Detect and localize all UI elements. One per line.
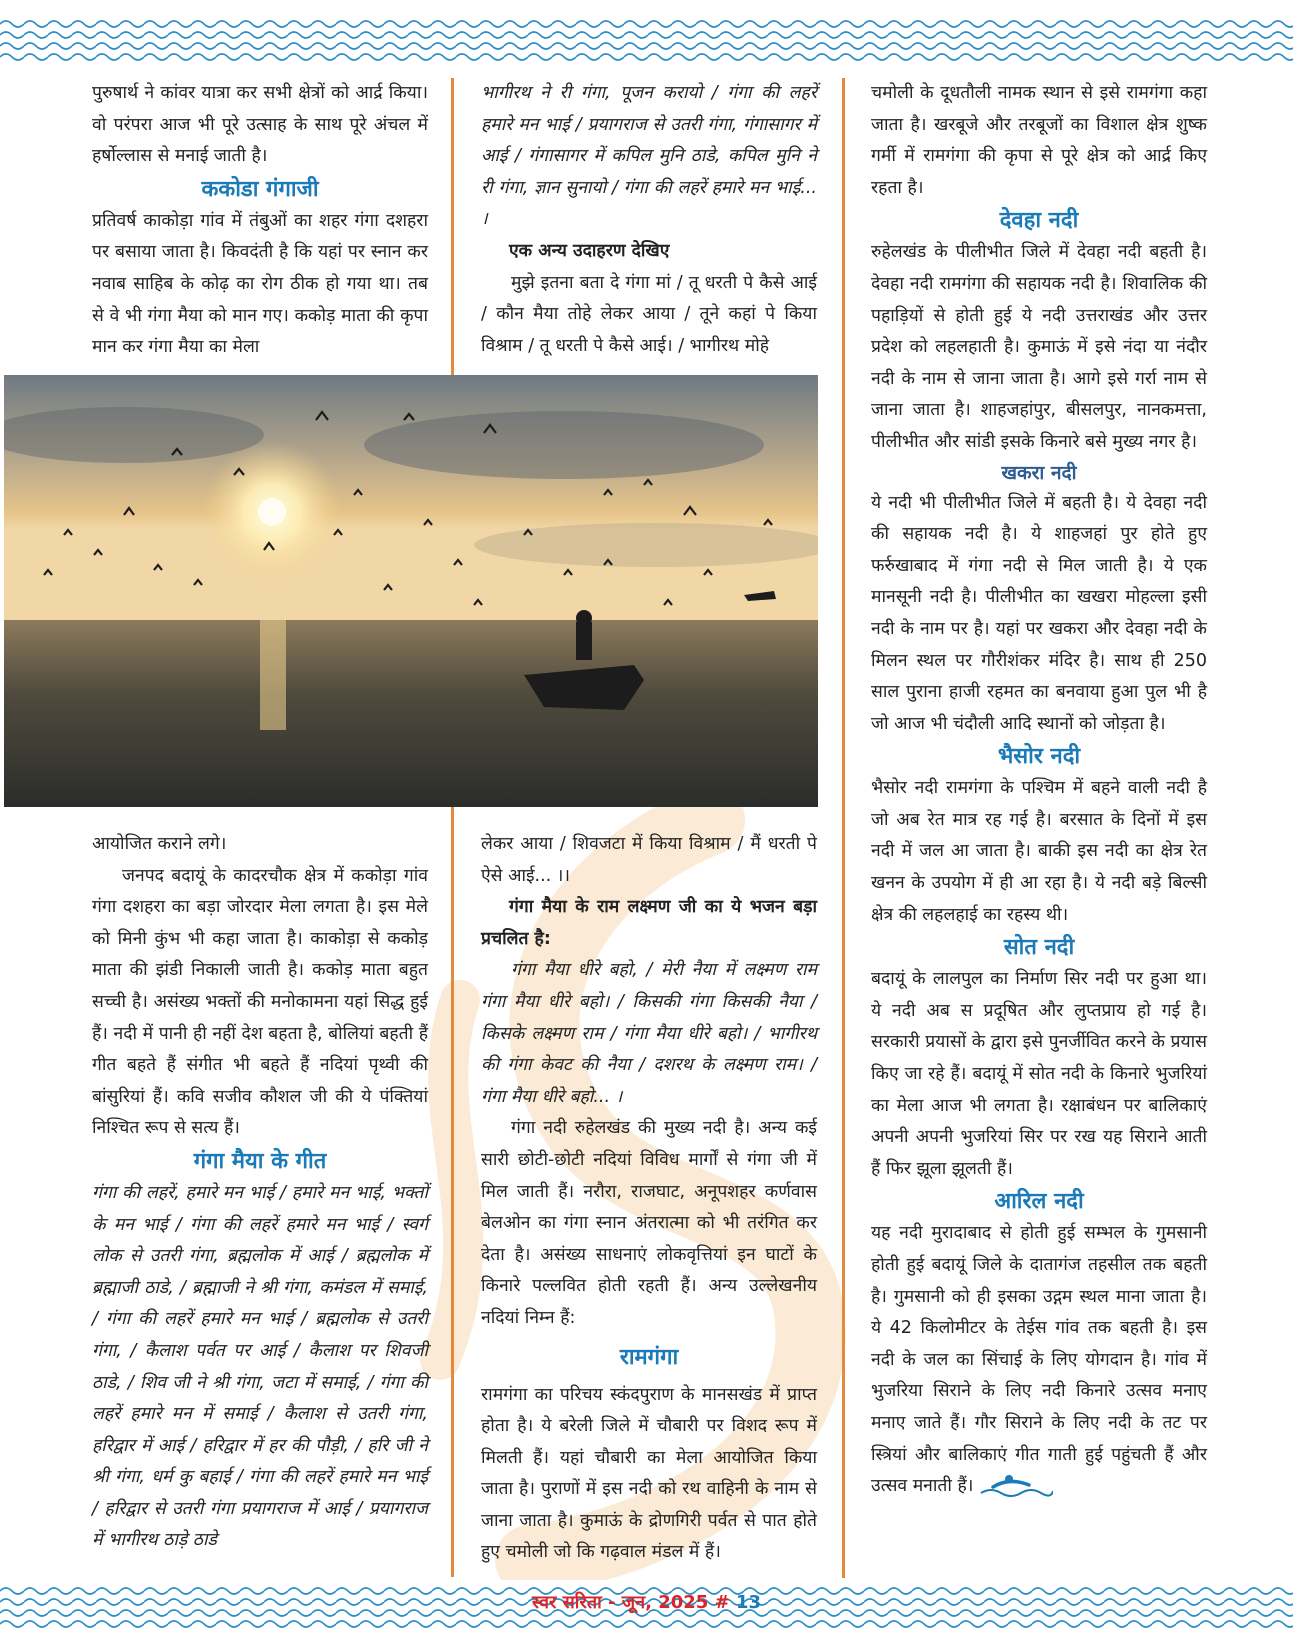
sot-heading: सोत नदी [1003,935,1075,961]
sunset-sea-boat-photo [4,375,818,807]
column-rule-left [451,78,454,375]
column-1-bottom [92,829,428,1557]
swimmer-icon [979,1473,1053,1499]
ganga-geet-lyrics: गंगा की लहरें, हमारे मन भाई / हमारे मन भाई, भक्तों के मन भाई / गंगा की लहरें हमारे मन भाई / स्वर्ग लोक से उतरी गंगा, ब्रह्मलोक में आई / ब्रह्मलोक में ब्रह्माजी ठाडे, / ब्रह्माजी ने श्री गंगा, कमंडल में समाई, / गंगा की लहरें हमारे मन भाई / ब्रह्मलोक से उतरी गंगा, / कैलाश पर्वत पर आई / कैलाश पर शिवजी ठाडे, / शिव जी ने श्री गंगा, जटा में समाई, / गंगा की लहरें हमारे मन में समाई / कैलाश से उतरी गंगा, हरिद्वार में आई / हरिद्वार में हर की पौड़ी, / हरि जी ने श्री गंगा, धर्म कु बहाई / गंगा की लहरें हमारे मन भाई / हरिद्वार से उतरी गंगा प्रयागराज में आई / प्रयागराज में भागीरथ ठाड़े ठाडे [92,1182,428,1551]
column-2-bottom [481,829,817,1569]
janpad-paragraph: जनपद बदायूं के कादरचौक क्षेत्र में ककोड़ा गांव गंगा दशहरा का बड़ा जोरदार मेला लगता है। इस मेले को मिनी कुंभ भी कहा जाता है। काकोड़ा से ककोड़ माता की झंडी निकाली जाती है। ककोड़ माता बहुत सच्ची है। असंख्य भक्तों की मनोकामना यहां सिद्ध हुई हैं। नदी में पानी ही नहीं देश बहता है, बोलियां बहती हैं गीत बहते हैं संगीत भी बहते हैं नदियां पृथ्वी की बांसुरियां हैं। कवि सजीव कौशल जी की ये पंक्तियां निश्चित रूप से सत्य हैं। [92,865,428,1139]
bhajan-heading: गंगा मैया के राम लक्ष्मण जी का ये भजन बड़ा प्रचलित है: [481,897,817,949]
column-2-top [481,78,817,362]
column-rule-left-lower [451,807,454,1577]
col1-intro-paragraph: पुरुषार्थ ने कांवर यात्रा कर सभी क्षेत्रों को आर्द्र किया। वो परंपरा आज भी पूरे उत्साह के साथ पूरे अंचल में हर्षोल्लास से मनाई जाती है। [92,83,428,167]
kakoda-continued: आयोजित कराने लगे। [92,834,227,854]
ramganga-paragraph: रामगंगा का परिचय स्कंदपुराण के मानसखंड में प्राप्त होता है। ये बरेली जिले में चौबारी पर विशद रूप में मिलती हैं। यहां चौबारी का मेला आयोजित किया जाता है। पुराणों में इस नदी को रथ वाहिनी के नाम से जाना जाता है। कुमाऊं के द्रोणगिरी पर्वत से पात होते हुए चमोली जो कि गढ़वाल मंडल में हैं। [481,1384,817,1563]
bhaisor-paragraph: भैसोर नदी रामगंगा के पश्चिम में बहने वाली नदी है जो अब रेत मात्र रह गई है। बरसात के दिनों में इस नदी में जल आ जाता है। बाकी इस नदी का क्षेत्र रेत खनन के उपयोग में ही आ रहा है। ये नदी बड़े बिल्सी क्षेत्र की लहलहाई का रहस्य थी। [871,778,1207,925]
page-number: 13 [735,1592,762,1613]
khakra-paragraph: ये नदी भी पीलीभीत जिले में बहती है। ये देवहा नदी की सहायक नदी है। ये शाहजहां पुर होते हुए फर्रुखाबाद में गंगा नदी से मिल जाती है। ये एक मानसूनी नदी है। पीलीभीत का खखरा मोहल्ला इसी नदी के नाम पर है। यहां पर खकरा और देवहा नदी के मिलन स्थल पर गौरीशंकर मंदिर है। साथ ही 250 साल पुराना हाजी रहमत का बनवाया हुआ पुल भी है जो आज भी चंदौली आदि स्थानों को जोड़ता है। [871,492,1207,734]
aril-heading: आरिल नदी [994,1189,1084,1215]
devha-heading: देवहा नदी [999,208,1079,234]
aril-text: यह नदी मुरादाबाद से होती हुई सम्भल के गुमसानी होती हुई बदायूं जिले के दातागंज तहसील तक बहती है। गुमसानी को ही इसका उद्गम स्थल माना जाता है। ये 42 किलोमीटर के तेईस गांव तक बहती है। इस नदी के जल का सिंचाई के लिए योगदान है। गांव में भुजरिया सिराने के लिए नदी किनारे उत्सव मनाए मनाए जाते हैं। गौर सिराने के लिए नदी के तट पर स्त्रियां और बालिकाएं गीत गाती हुई पहुंचती हैं और उत्सव मनाती हैं। [871,1223,1207,1497]
ganga-geet-heading: गंगा मैया के गीत [193,1148,327,1174]
rohilkhand-paragraph: गंगा नदी रुहेलखंड की मुख्य नदी है। अन्य कई सारी छोटी-छोटी नदियां विविध मार्गों से गंगा जी में मिल जाती हैं। नरौरा, राजघाट, अनूपशहर कर्णवास बेलओन का गंगा स्नान अंतरात्मा को भी तरंगित कर देता है। असंख्य साधनाएं लोकवृत्तियां इन घाटों के किनारे पल्लवित होती रहती हैं। अन्य उल्लेखनीय नदियां निम्न हैं: [481,1118,817,1328]
kakoda-heading: ककोडा गंगाजी [201,176,319,202]
devha-paragraph: रुहेलखंड के पीलीभीत जिले में देवहा नदी बहती है। देवहा नदी रामगंगा की सहायक नदी है। शिवालिक की पहाड़ियों से होती हुई ये नदी उत्तराखंड और उत्तर प्रदेश को लहलहाती है। कुमाऊं में इसे नंदा या नंदौर नदी के नाम से जाना जाता है। आगे इसे गर्रा नाम से जाना जाता है। शाहजहांपुर, बीसलपुर, नानकमत्ता, पीलीभीत और सांडी इसके किनारे बसे मुख्य नगर है। [871,242,1207,452]
udaharan-heading: एक अन्य उदाहरण देखिए [509,240,670,261]
column-rule-right [842,78,845,1578]
footer-dash: - [601,1592,622,1613]
aril-paragraph [871,1218,1207,1502]
column-3 [871,78,1207,1503]
ramganga-heading: रामगंगा [619,1344,679,1370]
bhaisor-heading: भैसोर नदी [997,744,1081,770]
col2-song-paragraph: भागीरथ ने री गंगा, पूजन करायो / गंगा की लहरें हमारे मन भाई / प्रयागराज से उतरी गंगा, गंगासागर में आई / गंगासागर में कपिल मुनि ठाडे, कपिल मुनि ने री गंगा, ज्ञान सुनायो / गंगा की लहरें हमारे मन भाई... । [481,83,817,230]
page-footer [0,1590,1293,1614]
magazine-name: स्वर सरिता [531,1592,602,1613]
sot-paragraph: बदायूं के लालपुल का निर्माण सिर नदी पर हुआ था। ये नदी अब स प्रदूषित और लुप्तप्राय हो गई है। सरकारी प्रयासों के द्वारा इसे पुनर्जीवित करने के प्रयास किए जा रहे हैं। बदायूं में सोत नदी के किनारे भुजरियां का मेला आज भी लगता है। रक्षाबंधन पर बालिकाएं अपनी अपनी भुजरियां सिर पर रख यह सिराने आती हैं फिर झूला झूलती हैं। [871,969,1207,1179]
top-wave-border [0,18,1293,62]
column-1-top [92,78,428,364]
khakra-heading: खकरा नदी [1001,461,1077,484]
col3-intro-paragraph: चमोली के दूधतौली नामक स्थान से इसे रामगंगा कहा जाता है। खरबूजे और तरबूजों का विशाल क्षेत्र शुष्क गर्मी में रामगंगा की कृपा से पूरे क्षेत्र को आर्द्र किए रहता है। [871,83,1207,198]
kakoda-paragraph: प्रतिवर्ष काकोड़ा गांव में तंबुओं का शहर गंगा दशहरा पर बसाया जाता है। किवदंती है कि यहां पर स्नान कर नवाब साहिब के कोढ़ का रोग ठीक हो गया था। तब से वे भी गंगा मैया को मान गए। ककोड़ माता की कृपा मान कर गंगा मैया का मेला [92,210,428,358]
udaharan-paragraph: मुझे इतना बता दे गंगा मां / तू धरती पे कैसे आई / कौन मैया तोहे लेकर आया / तूने कहां पे किया विश्राम / तू धरती पे कैसे आई। / भागीरथ मोहे [481,272,817,356]
issue-date: जून, 2025 [621,1592,709,1613]
footer-hash: # [708,1592,736,1613]
bhajan-lyrics: गंगा मैया धीरे बहो, / मेरी नैया में लक्ष्मण राम गंगा मैया धीरे बहो। / किसकी गंगा किसकी नैया / किसके लक्ष्मण राम / गंगा मैया धीरे बहो। / भागीरथ की गंगा केवट की नैया / दशरथ के लक्ष्मण राम। / गंगा मैया धीरे बहो... । [481,960,817,1107]
udaharan-continued: लेकर आया / शिवजटा में किया विश्राम / मैं धरती पे ऐसे आई... ।। [481,834,817,886]
